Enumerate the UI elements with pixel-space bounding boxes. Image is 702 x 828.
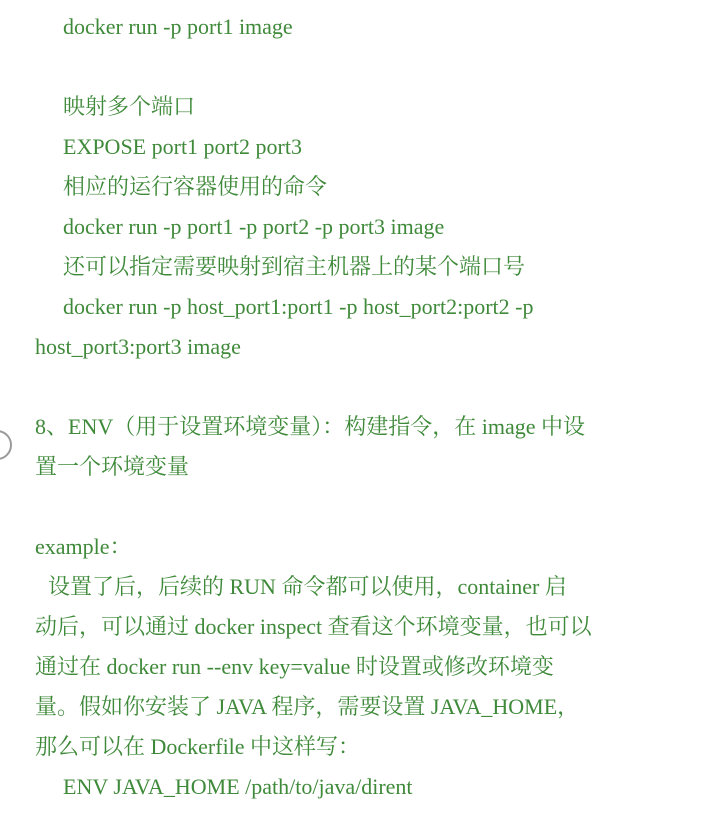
paragraph-line: 动后，可以通过 docker inspect 查看这个环境变量，也可以 xyxy=(35,614,592,639)
text-line: 映射多个端口 xyxy=(63,94,196,119)
text-line: 还可以指定需要映射到宿主机器上的某个端口号 xyxy=(63,254,526,279)
code-line: docker run -p port1 image xyxy=(63,14,293,39)
code-line: host_port3:port3 image xyxy=(35,334,241,359)
code-line: docker run -p port1 -p port2 -p port3 image xyxy=(63,214,445,239)
code-line: docker run -p host_port1:port1 -p host_port2:port2 -p xyxy=(63,294,534,319)
left-edge-circle[interactable] xyxy=(0,430,12,460)
paragraph-line: 通过在 docker run --env key=value 时设置或修改环境变 xyxy=(35,654,554,679)
text-line: 相应的运行容器使用的命令 xyxy=(63,174,328,199)
paragraph-line: 设置了后，后续的 RUN 命令都可以使用，container 启 xyxy=(48,574,567,599)
code-line: ENV JAVA_HOME /path/to/java/dirent xyxy=(63,774,413,799)
paragraph-line: 量。假如你安装了 JAVA 程序，需要设置 JAVA_HOME， xyxy=(35,694,580,719)
paragraph-line: 那么可以在 Dockerfile 中这样写： xyxy=(35,734,361,759)
code-line: EXPOSE port1 port2 port3 xyxy=(63,134,302,159)
section-heading-cont: 置一个环境变量 xyxy=(35,454,190,479)
section-heading: 8、ENV（用于设置环境变量）：构建指令，在 image 中设 xyxy=(35,414,585,439)
example-label: example： xyxy=(35,534,132,559)
